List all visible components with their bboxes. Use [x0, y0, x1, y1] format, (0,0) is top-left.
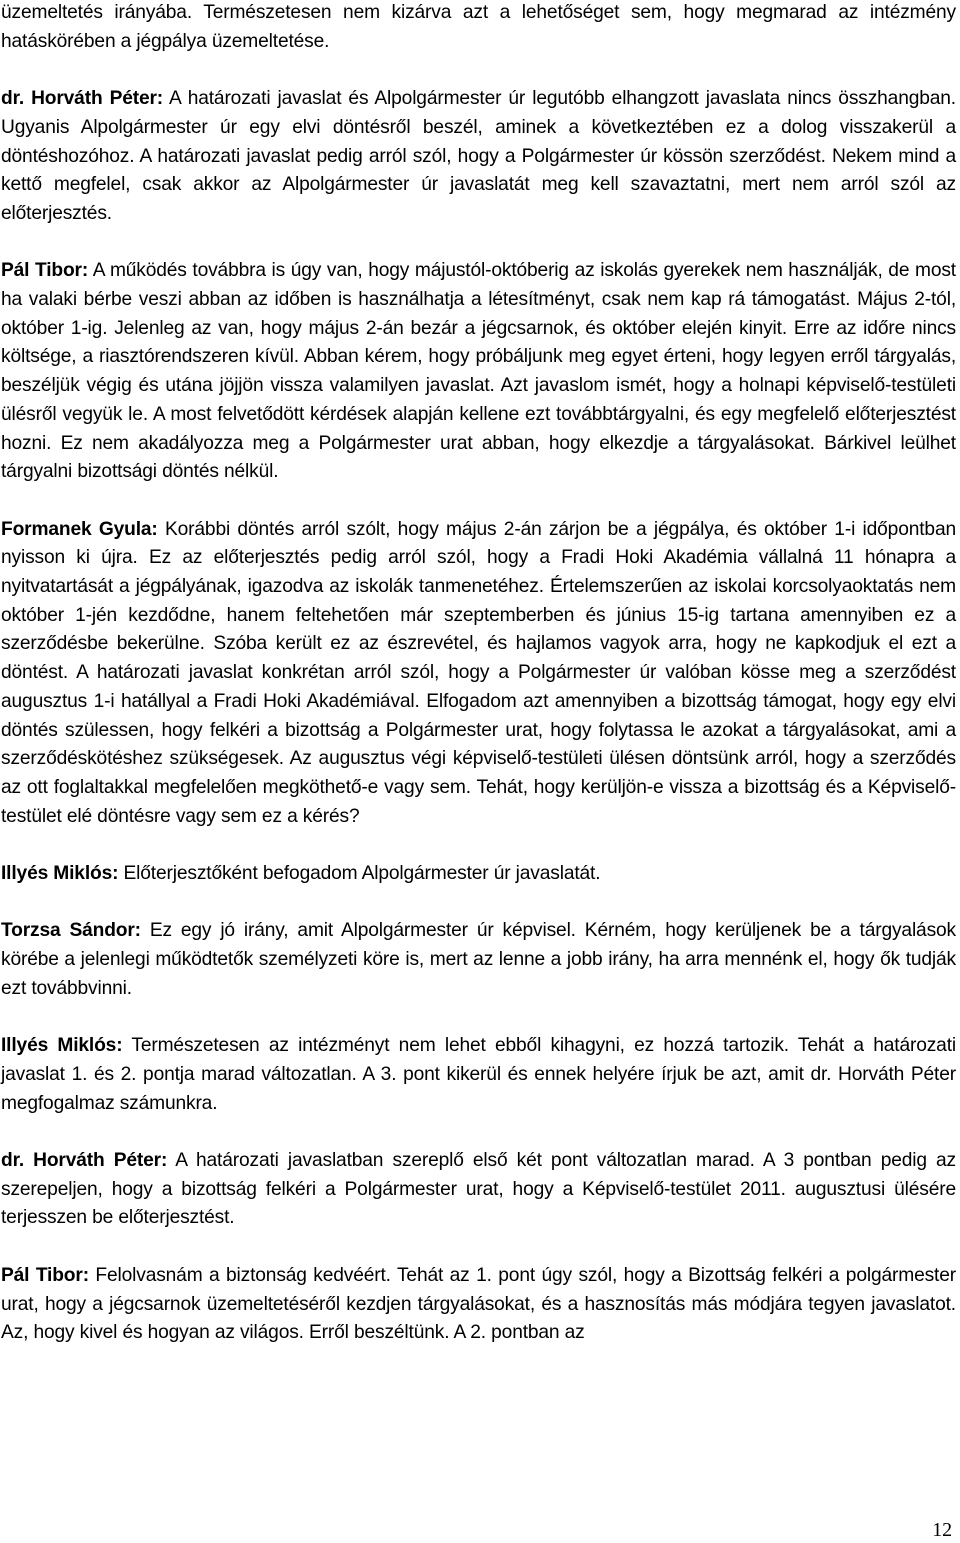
- paragraph-text: Ez egy jó irány, amit Alpolgármester úr képvisel. Kérném, hogy kerüljenek be a tárgyalások körébe a jelenlegi működtetők személyzeti köre is, mert az lenne a jobb irány, ha arra mennénk el, hogy ők tudják ezt továbbvinni.: [1, 920, 956, 999]
- paragraph-pal-1: [1, 257, 956, 487]
- speaker-name: Pál Tibor:: [1, 1264, 89, 1286]
- paragraph-horvath-2: [1, 1147, 956, 1233]
- paragraph-formanek: [1, 516, 956, 832]
- paragraph-illyes-1: [1, 860, 956, 889]
- paragraph-text: Természetesen az intézményt nem lehet ebből kihagyni, ez hozzá tartozik. Tehát a határozati javaslat 1. és 2. pontja marad változatlan. A 3. pont kikerül és ennek helyére írjuk be azt, amit dr. Horváth Péter megfogalmaz számunkra.: [1, 1035, 956, 1114]
- page-number: 12: [932, 1519, 952, 1541]
- speaker-name: dr. Horváth Péter:: [1, 1150, 168, 1172]
- paragraph-text: üzemeltetés irányába. Természetesen nem kizárva azt a lehetőséget sem, hogy megmarad az intézmény hatáskörében a jégpálya üzemeltetése.: [1, 2, 956, 52]
- speaker-name: Formanek Gyula:: [1, 518, 158, 540]
- paragraph-horvath-1: [1, 85, 956, 229]
- paragraph-illyes-2: [1, 1032, 956, 1118]
- paragraph-text: A működés továbbra is úgy van, hogy májustól-októberig az iskolás gyerekek nem használják, de most ha valaki bérbe veszi abban az időben is használhatja a létesítményt, csak nem kap rá támogatást. Május 2-tól, október 1-ig. Jelenleg az van, hogy május 2-án bezár a jégcsarnok, és október elején kinyit. Erre az időre nincs költsége, a riasztórendszeren kívül. Abban kérem, hogy próbáljunk meg egyet érteni, hogy legyen erről tárgyalás, beszéljük végig és utána jöjjön vissza valamilyen javaslat. Azt javaslom ismét, hogy a holnapi képviselő-testületi ülésről vegyük le. A most felvetődött kérdések alapján kellene ezt továbbtárgyalni, és egy megfelelő előterjesztést hozni. Ez nem akadályozza meg a Polgármester urat abban, hogy elkezdje a tárgyalásokat. Bárkivel leülhet tárgyalni bizottsági döntés nélkül.: [1, 260, 956, 483]
- paragraph-text: Felolvasnám a biztonság kedvéért. Tehát az 1. pont úgy szól, hogy a Bizottság felkéri a polgármester urat, hogy a jégcsarnok üzemeltetéséről kezdjen tárgyalásokat, és a hasznosítás más módjára tegyen javaslatot. Az, hogy kivel és hogyan az világos. Erről beszéltünk. A 2. pontban az: [1, 1264, 956, 1344]
- speaker-name: dr. Horváth Péter:: [1, 88, 164, 110]
- speaker-name: Illyés Miklós:: [1, 863, 119, 885]
- speaker-name: Pál Tibor:: [1, 260, 89, 282]
- speaker-name: Torzsa Sándor:: [1, 920, 141, 942]
- paragraph-pal-2: [1, 1262, 956, 1348]
- paragraph-torzsa: [1, 917, 956, 1003]
- paragraph-continuation: [1, 0, 956, 56]
- paragraph-text: A határozati javaslatban szereplő első két pont változatlan marad. A 3 pontban pedig az szerepeljen, hogy a bizottság felkéri a Polgármester urat, hogy a Képviselő-testület 2011. augusztusi ülésére terjesszen be előterjesztést.: [1, 1150, 957, 1229]
- paragraph-text: Korábbi döntés arról szólt, hogy május 2-án zárjon be a jégpálya, és október 1-i időpontban nyisson ki újra. Ez az előterjesztés pedig arról szól, hogy a Fradi Hoki Akadémia vállalná 11 hónapra a nyitvatartását a jégpályának, igazodva az iskolák tanmenetéhez. Értelemszerűen az iskolai korcsolyaoktatás nem október 1-jén kezdődne, hanem feltehetően már szeptemberben és június 15-ig tartana amennyiben ez a szerződésbe bekerülne. Szóba került ez az észrevétel, és hajlamos vagyok arra, hogy ne kapkodjuk el ezt a döntést. A határozati javaslat konkrétan arról szól, hogy a Polgármester úr valóban kösse meg a szerződést augusztus 1-i hatállyal a Fradi Hoki Akadémiával. Elfogadom azt amennyiben a bizottság támogat, hogy egy elvi döntés szülessen, hogy felkéri a bizottság a Polgármester urat, hogy folytassa le azokat a tárgyalásokat, ami a szerződéskötéshez szükségesek. Az augusztus végi képviselő-testületi ülésen döntsünk arról, hogy a szerződés az ott foglaltakkal megfelelően megköthető-e vagy sem. Tehát, hogy kerüljön-e vissza a bizottság és a Képviselő-testület elé döntésre vagy sem ez a kérés?: [1, 518, 956, 827]
- paragraph-text: A határozati javaslat és Alpolgármester úr legutóbb elhangzott javaslata nincs összhangban. Ugyanis Alpolgármester úr egy elvi döntésről beszél, aminek a következtében ez a dolog visszakerül a döntéshozóhoz. A határozati javaslat pedig arról szól, hogy a Polgármester úr kössön szerződést. Nekem mind a kettő megfelel, csak akkor az Alpolgármester úr javaslatát meg kell szavaztatni, mert nem arról szól az előterjesztés.: [1, 88, 956, 224]
- paragraph-text: Előterjesztőként befogadom Alpolgármester úr javaslatát.: [118, 863, 601, 885]
- speaker-name: Illyés Miklós:: [1, 1035, 123, 1057]
